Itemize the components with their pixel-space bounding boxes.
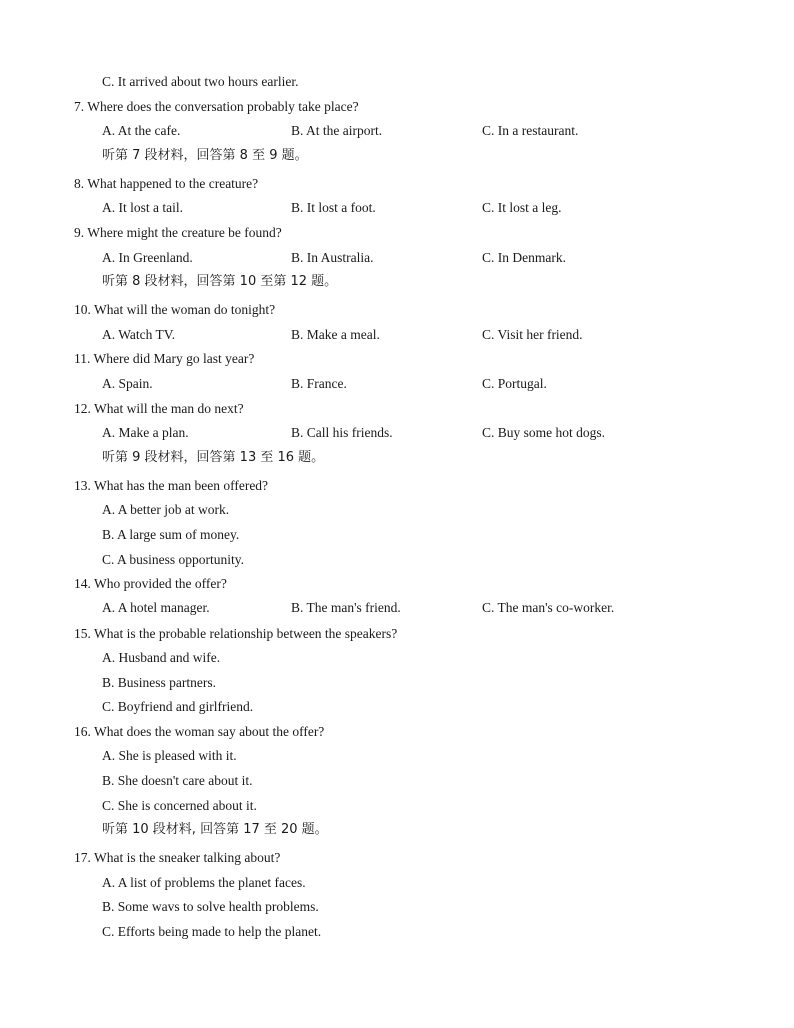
q6-option-c: C. It arrived about two hours earlier. <box>102 74 299 89</box>
section-instruction-9: 听第 9 段材料，回答第 13 至 16 题。 <box>102 450 325 465</box>
question-12: 12. What will the man do next? <box>74 401 244 416</box>
question-10: 10. What will the woman do tonight? <box>74 302 276 317</box>
q7-option-a: A. At the cafe. <box>102 123 181 138</box>
q12-option-a: A. Make a plan. <box>102 425 189 440</box>
question-9: 9. Where might the creature be found? <box>74 225 282 240</box>
q10-option-b: B. Make a meal. <box>291 327 380 342</box>
section-instruction-7: 听第 7 段材料，回答第 8 至 9 题。 <box>102 148 308 163</box>
question-7: 7. Where does the conversation probably take place? <box>74 99 359 114</box>
q9-option-b: B. In Australia. <box>291 250 374 265</box>
q17-option-c: C. Efforts being made to help the planet. <box>102 924 322 939</box>
q15-option-c: C. Boyfriend and girlfriend. <box>102 699 254 714</box>
q11-option-a: A. Spain. <box>102 376 153 391</box>
q14-option-b: B. The man's friend. <box>291 600 401 615</box>
q8-option-b: B. It lost a foot. <box>291 200 376 215</box>
q7-option-b: B. At the airport. <box>291 123 383 138</box>
question-8: 8. What happened to the creature? <box>74 176 259 191</box>
q14-option-c: C. The man's co-worker. <box>482 600 615 615</box>
q9-option-a: A. In Greenland. <box>102 250 193 265</box>
question-17: 17. What is the sneaker talking about? <box>74 850 281 865</box>
q12-option-c: C. Buy some hot dogs. <box>482 425 606 440</box>
q10-option-c: C. Visit her friend. <box>482 327 583 342</box>
q17-option-b: B. Some wavs to solve health problems. <box>102 899 319 914</box>
section-instruction-8: 听第 8 段材料，回答第 10 至第 12 题。 <box>102 274 338 289</box>
q9-option-c: C. In Denmark. <box>482 250 566 265</box>
question-14: 14. Who provided the offer? <box>74 576 227 591</box>
question-11: 11. Where did Mary go last year? <box>74 351 255 366</box>
q17-option-a: A. A list of problems the planet faces. <box>102 875 306 890</box>
q8-option-a: A. It lost a tail. <box>102 200 183 215</box>
q16-option-b: B. She doesn't care about it. <box>102 773 253 788</box>
q15-option-b: B. Business partners. <box>102 675 216 690</box>
q16-option-a: A. She is pleased with it. <box>102 748 237 763</box>
q11-option-c: C. Portugal. <box>482 376 547 391</box>
question-15: 15. What is the probable relationship between the speakers? <box>74 626 398 641</box>
q16-option-c: C. She is concerned about it. <box>102 798 257 813</box>
q13-option-c: C. A business opportunity. <box>102 552 245 567</box>
q14-option-a: A. A hotel manager. <box>102 600 210 615</box>
q13-option-b: B. A large sum of money. <box>102 527 240 542</box>
q8-option-c: C. It lost a leg. <box>482 200 562 215</box>
section-instruction-10: 听第 10 段材料, 回答第 17 至 20 题。 <box>102 822 328 837</box>
q15-option-a: A. Husband and wife. <box>102 650 221 665</box>
q11-option-b: B. France. <box>291 376 347 391</box>
question-13: 13. What has the man been offered? <box>74 478 269 493</box>
q7-option-c: C. In a restaurant. <box>482 123 579 138</box>
q13-option-a: A. A better job at work. <box>102 502 230 517</box>
q12-option-b: B. Call his friends. <box>291 425 393 440</box>
q10-option-a: A. Watch TV. <box>102 327 176 342</box>
question-16: 16. What does the woman say about the offer? <box>74 724 325 739</box>
